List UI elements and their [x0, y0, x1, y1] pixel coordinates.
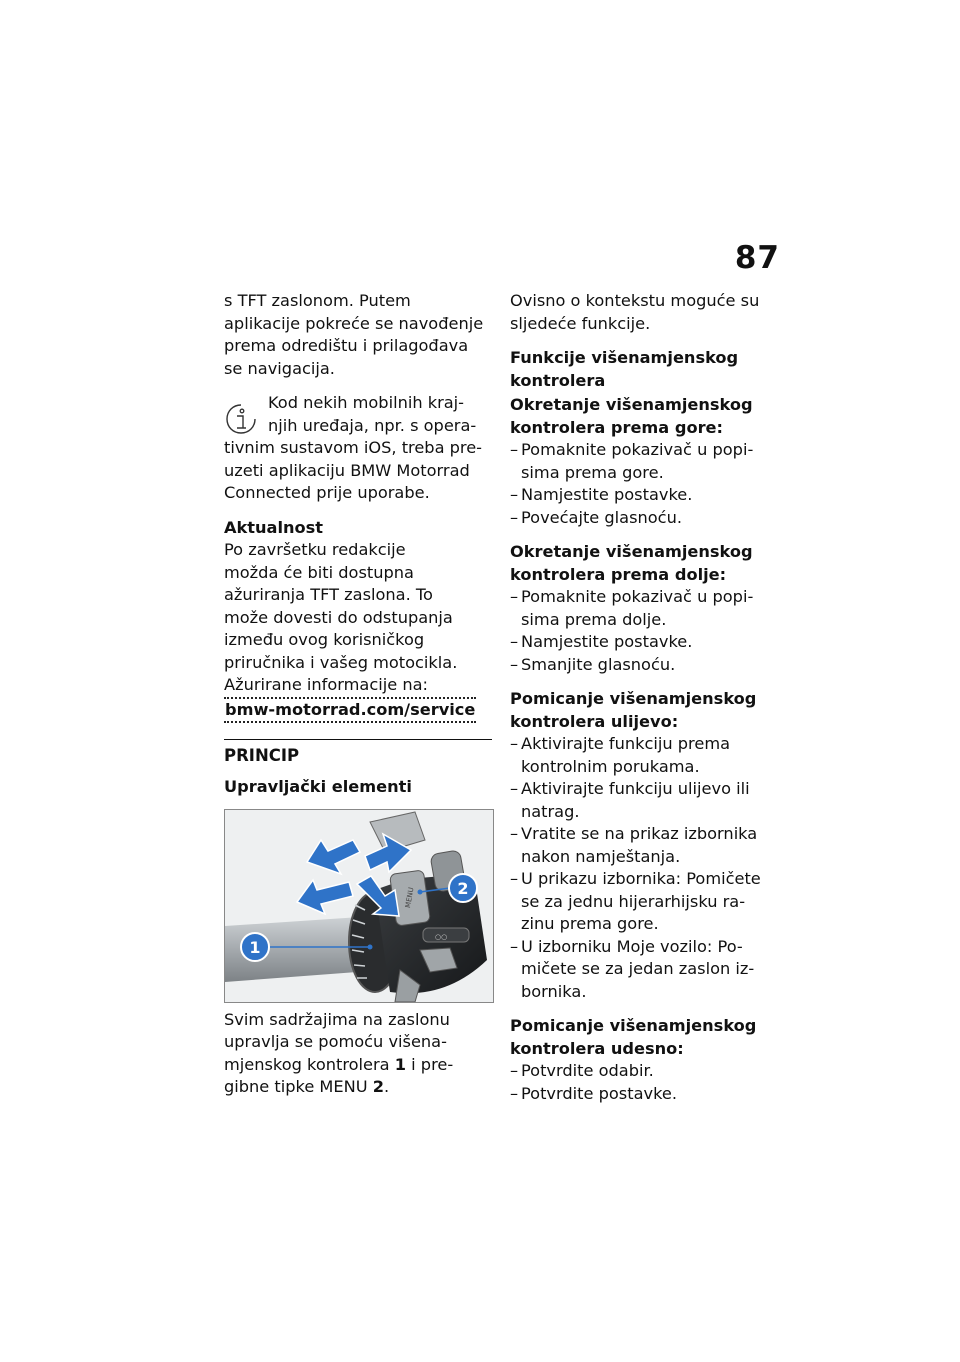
update-line: priručnika i vašeg motocikla. — [224, 652, 458, 672]
update-line: Po završetku redakcije — [224, 540, 406, 559]
list-item: – U izborniku Moje vozilo: Po- mičete se za jedan zaslon iz- bornika. — [510, 936, 755, 1001]
handlebar-illustration — [225, 810, 493, 1002]
text-line: aplikacije pokreće se navođenje — [224, 313, 484, 333]
right-heading: Pomicanje višenamjenskog — [510, 1016, 757, 1035]
menu-button-label: MENU — [404, 886, 416, 909]
service-link[interactable]: bmw-motorrad.com/service — [224, 697, 476, 724]
update-line: ažuriranja TFT zaslona. To — [224, 585, 433, 604]
caption-ref-2: 2 — [372, 1077, 384, 1096]
text-line: se navigacija. — [224, 358, 335, 378]
callout-2-number: 2 — [457, 878, 469, 898]
note-line: Kod nekih mobilnih kraj- — [268, 393, 465, 412]
right-column — [510, 290, 780, 1105]
update-heading: Aktualnost — [224, 517, 324, 537]
caption-line: upravlja se pomoću višena- — [224, 1032, 447, 1051]
right-section: Pomicanje višenamjenskog kontrolera udesno: – Potvrdite odabir. – Potvrdite postavke. — [510, 1015, 780, 1105]
list-item: – Povećajte glasnoću. — [510, 507, 682, 527]
intro-line: sljedeće funkcije. — [510, 313, 651, 333]
caption-ref-1: 1 — [394, 1054, 406, 1074]
list-item: – Smanjite glasnoću. — [510, 654, 676, 674]
list-item: – Aktivirajte funkciju ulijevo ili natrag. — [510, 779, 750, 821]
update-line: možda će biti dostupna — [224, 562, 414, 582]
list-item: – Potvrdite postavke. — [510, 1083, 677, 1103]
note-line: uzeti aplikaciju BMW Motorrad — [224, 460, 470, 480]
subsection-title: Upravljački elementi — [224, 777, 412, 796]
list-item: – Pomaknite pokazivač u popi- sima prema gore. — [510, 440, 754, 482]
controls-figure — [224, 809, 494, 1003]
text-line: s TFT zaslonom. Putem — [224, 291, 411, 310]
update-line: Ažurirane informacije na: — [224, 675, 428, 694]
list-item: – U prikazu izbornika: Pomičete se za jednu hijerarhijsku ra- zinu prema gore. — [510, 869, 761, 933]
update-line: između ovog korisničkog — [224, 630, 425, 649]
left-section: Pomicanje višenamjenskog kontrolera ulijevo: – Aktivirajte funkciju prema kontrolnim porukama. – Aktivirajte funkciju ulijevo ili natrag. – Vratite se na prikaz izbornika nakon namještanja. – U prikazu izbornika: Pomičete se za jednu hijerarhijsku ra- zinu prema gore. – U izborniku Moje vozilo: Po- mičete se za jedan zaslon iz- bornika. — [510, 688, 780, 1003]
left-heading: Pomicanje višenamjenskog — [510, 689, 757, 708]
list-item: – Vratite se na prikaz izbornika nakon namještanja. — [510, 824, 758, 866]
update-line: može dovesti do odstupanja — [224, 607, 453, 627]
svg-text:○○: ○○ — [435, 932, 448, 941]
text-line: prema odredištu i prilagođava — [224, 336, 469, 355]
note-line: tivnim sustavom iOS, treba pre- — [224, 438, 483, 457]
caption-line: mjenskog kontrolera — [224, 1054, 395, 1074]
up-heading: Okretanje višenamjenskog — [510, 395, 753, 414]
figure-caption: Svim sadržajima na zaslonu upravlja se pomoću višena- mjenskog kontrolera 1 i pre- gibne tipke MENU 2. — [224, 1009, 494, 1099]
list-item: – Namjestite postavke. — [510, 632, 693, 651]
list-item: – Potvrdite odabir. — [510, 1061, 654, 1080]
caption-line: gibne tipke MENU — [224, 1077, 373, 1096]
callout-1-number: 1 — [249, 937, 261, 957]
left-column — [224, 290, 494, 1099]
page-number: 87 — [734, 240, 780, 276]
note-line: Connected prije uporabe. — [224, 483, 430, 502]
list-item: – Pomaknite pokazivač u popi- sima prema dolje. — [510, 587, 754, 629]
functions-heading: Funkcije višenamjenskog kontrolera — [510, 348, 739, 390]
down-section: Okretanje višenamjenskog kontrolera prema dolje: – Pomaknite pokazivač u popi- sima prema dolje. – Namjestite postavke. – Smanjite glasnoću. — [510, 541, 780, 676]
intro-paragraph — [224, 290, 494, 380]
caption-line: Svim sadržajima na zaslonu — [224, 1009, 450, 1029]
info-icon — [224, 402, 258, 436]
section-divider — [224, 739, 492, 740]
section-title: PRINCIP — [224, 746, 300, 765]
down-heading: Okretanje višenamjenskog — [510, 542, 753, 561]
update-block — [224, 517, 494, 724]
list-item: – Namjestite postavke. — [510, 485, 693, 504]
info-note — [224, 392, 494, 505]
up-section: Okretanje višenamjenskog kontrolera prema gore: – Pomaknite pokazivač u popi- sima prema gore. – Namjestite postavke. – Povećajte glasnoću. — [510, 394, 780, 529]
intro-line: Ovisno o kontekstu moguće su — [510, 291, 760, 310]
list-item: – Aktivirajte funkciju prema kontrolnim porukama. — [510, 734, 731, 776]
note-line: njih uređaja, npr. s opera- — [268, 415, 477, 435]
